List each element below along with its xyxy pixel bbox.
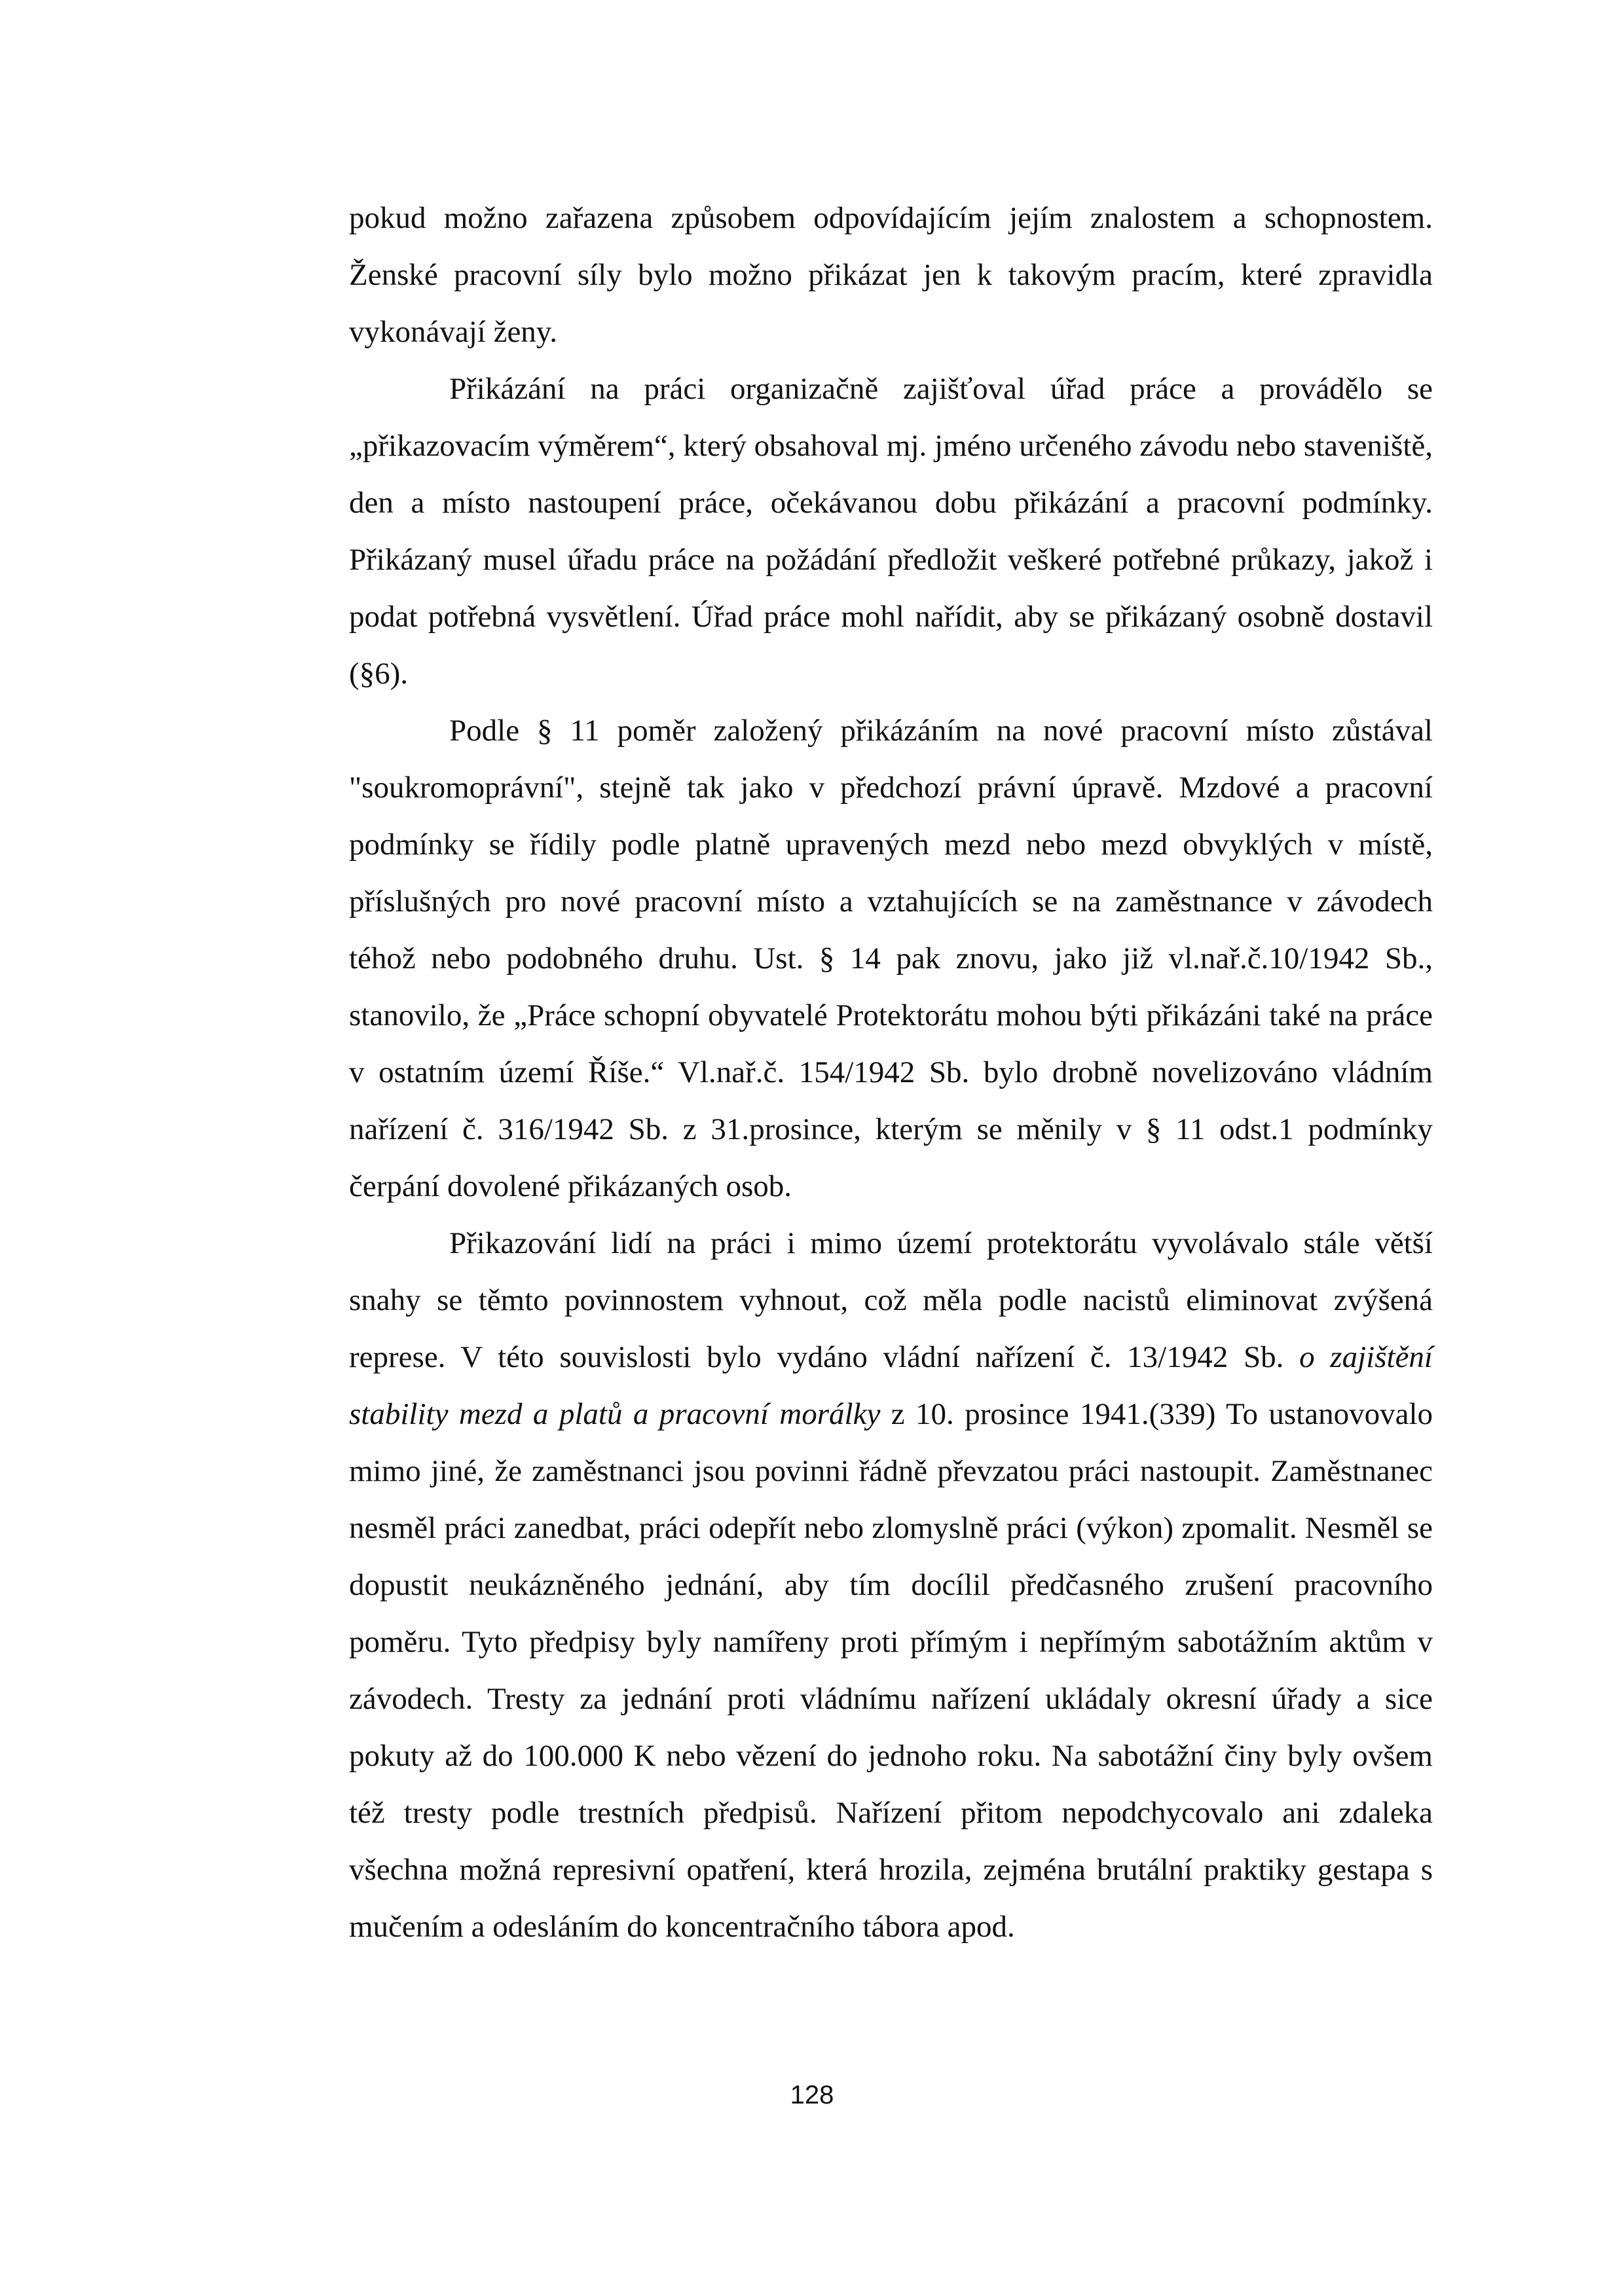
body-text [349, 190, 1433, 1956]
page-number: 128 [790, 2081, 834, 2109]
regulation-title: o zajištění stability mezd a platů a pracovní morálky [349, 1340, 1433, 1431]
paragraph-1: pokud možno zařazena způsobem odpovídajícím jejím znalostem a schopnostem. Ženské pracovní síly bylo možno přikázat jen k takovým pracím, které zpravidla vykonávají ženy. [349, 201, 1433, 349]
paragraph-3: Podle § 11 poměr založený přikázáním na nové pracovní místo zůstával "soukromoprávní", stejně tak jako v předchozí právní úpravě. Mzdové a pracovní podmínky se řídily podle platně upravených mezd nebo mezd obvyklých v místě, příslušných pro nové pracovní místo a vztahujících se na zaměstnance v závodech téhož nebo podobného druhu. Ust. § 14 pak znovu, jako již vl.nař.č.10/1942 Sb., stanovilo, že „Práce schopní obyvatelé Protektorátu mohou býti přikázáni také na práce v ostatním území Říše.“ Vl.nař.č. 154/1942 Sb. bylo drobně novelizováno vládním nařízení č. 316/1942 Sb. z 31.prosince, kterým se měnily v § 11 odst.1 podmínky čerpání dovolené přikázaných osob. [349, 714, 1433, 1203]
paragraph-2: Přikázání na práci organizačně zajišťoval úřad práce a provádělo se „přikazovacím výměrem“, který obsahoval mj. jméno určeného závodu nebo staveniště, den a místo nastoupení práce, očekávanou dobu přikázání a pracovní podmínky. Přikázaný musel úřadu práce na požádání předložit veškeré potřebné průkazy, jakož i podat potřebná vysvětlení. Úřad práce mohl nařídit, aby se přikázaný osobně dostavil (§6). [349, 372, 1433, 691]
paragraph-4: Přikazování lidí na práci i mimo území protektorátu vyvolávalo stále větší snahy se těmto povinnostem vyhnout, což měla podle nacistů eliminovat zvýšená represe. V této souvislosti bylo vydáno vládní nařízení č. 13/1942 Sb. o zajištění stability mezd a platů a pracovní morálky z 10. prosince 1941.(339) To ustanovovalo mimo jiné, že zaměstnanci jsou povinni řádně převzatou práci nastoupit. Zaměstnanec nesměl práci zanedbat, práci odepřít nebo zlomyslně práci (výkon) zpomalit. Nesměl se dopustit neukázněného jednání, aby tím docílil předčasného zrušení pracovního poměru. Tyto předpisy byly namířeny proti přímým i nepřímým sabotážním aktům v závodech. Tresty za jednání proti vládnímu nařízení ukládaly okresní úřady a sice pokuty až do 100.000 K nebo vězení do jednoho roku. Na sabotážní činy byly ovšem též tresty podle trestních předpisů. Nařízení přitom nepodchycovalo ani zdaleka všechna možná represivní opatření, která hrozila, zejména brutální praktiky gestapa s mučením a odesláním do koncentračního tábora apod. [349, 1226, 1433, 1944]
